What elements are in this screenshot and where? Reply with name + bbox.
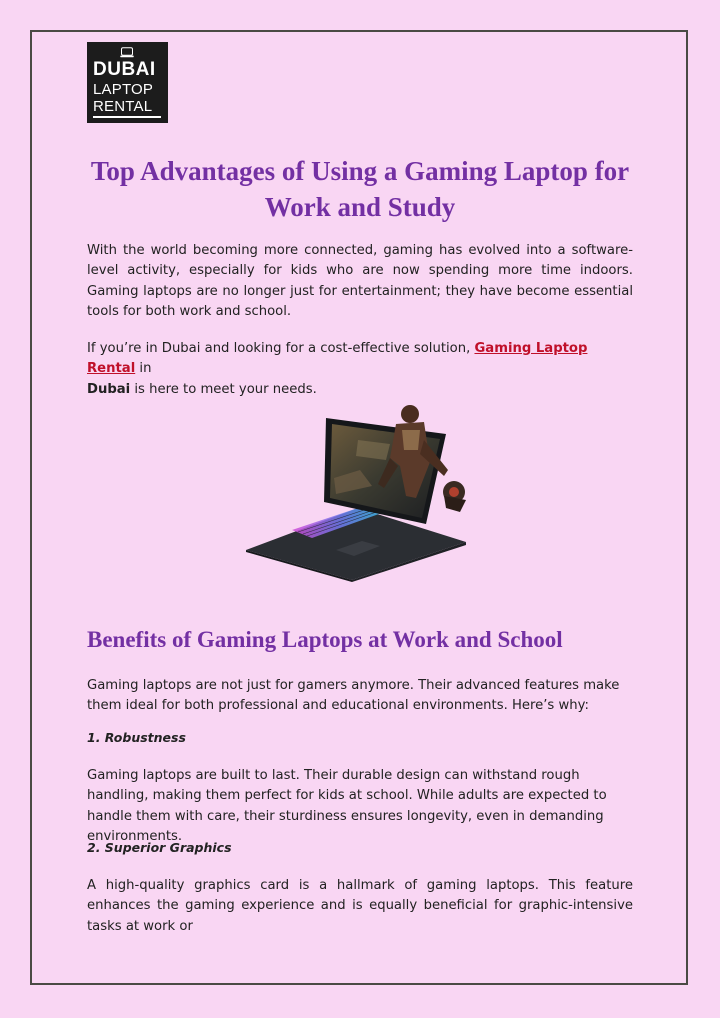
benefit-1-heading: 1. Robustness [87, 730, 186, 745]
laptop-logo-icon [120, 47, 134, 58]
cta-paragraph [87, 339, 633, 400]
benefits-heading: Benefits of Gaming Laptops at Work and School [87, 627, 563, 652]
intro-paragraph: With the world becoming more connected, gaming has evolved into a software-level activity, especially for kids who are now spending more time indoors. Gaming laptops are no longer just for entertainment; they have become essential tools for both work and school. [87, 243, 633, 319]
logo-line-1: DUBAI [93, 59, 156, 80]
cta-bold-dubai: Dubai [87, 381, 131, 397]
benefit-1-paragraph: Gaming laptops are built to last. Their durable design can withstand rough handling, making them perfect for kids at school. While adults are expected to handle them with care, their sturdiness ensures longevity, even in demanding environments. [87, 768, 607, 844]
benefit-2-paragraph: A high-quality graphics card is a hallmark of gaming laptops. This feature enhances the gaming experience and is equally beneficial for graphic-intensive tasks at work or [87, 878, 633, 934]
benefits-intro-paragraph: Gaming laptops are not just for gamers anymore. Their advanced features make them ideal for both professional and educational environments. Here’s why: [87, 678, 620, 714]
cta-text-after: is here to meet your needs. [130, 381, 317, 397]
logo-line-2: LAPTOP [93, 81, 154, 98]
company-logo[interactable] [87, 42, 168, 123]
logo-line-3: RENTAL [93, 98, 153, 115]
cta-text-before: If you’re in Dubai and looking for a cost-effective solution, [87, 341, 475, 356]
cta-text-middle: in [135, 361, 152, 377]
gaming-laptop-rental-link[interactable]: Gaming Laptop Rental [87, 341, 588, 377]
logo-underline [93, 116, 161, 118]
gaming-laptop-image [240, 400, 472, 582]
article-title: Top Advantages of Using a Gaming Laptop for Work and Study [90, 156, 630, 222]
benefit-2-heading: 2. Superior Graphics [87, 840, 232, 855]
